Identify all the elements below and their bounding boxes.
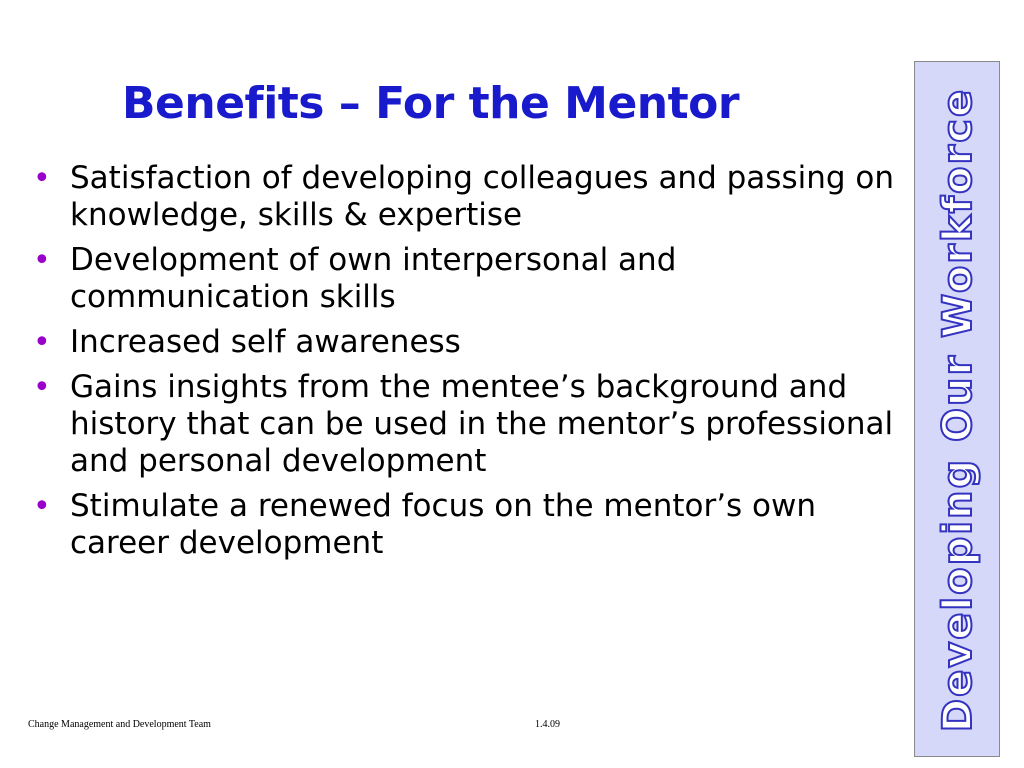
bullet-item: [30, 488, 900, 562]
bullet-icon: •: [33, 370, 51, 405]
bullet-text: Satisfaction of developing colleagues and passing on knowledge, skills & expertise: [70, 160, 894, 233]
bullet-icon: •: [33, 243, 51, 278]
bullet-icon: •: [33, 325, 51, 360]
bullet-item: [30, 160, 900, 234]
footer-team: Change Management and Development Team: [28, 719, 211, 730]
slide-title: Benefits – For the Mentor: [122, 78, 740, 129]
bullet-icon: •: [33, 489, 51, 524]
side-banner-text: Developing Our Workforce: [935, 87, 981, 733]
bullet-icon: •: [33, 161, 51, 196]
bullet-item: [30, 324, 900, 361]
footer-date: 1.4.09: [535, 719, 560, 730]
side-banner: [914, 61, 1000, 757]
bullet-text: Development of own interpersonal and communication skills: [70, 242, 677, 315]
bullet-item: [30, 242, 900, 316]
bullet-item: [30, 369, 900, 480]
bullet-text: Increased self awareness: [70, 324, 461, 360]
bullet-list: [30, 160, 900, 570]
bullet-text: Stimulate a renewed focus on the mentor’s own career development: [70, 488, 817, 561]
bullet-text: Gains insights from the mentee’s background and history that can be used in the mentor’s professional and personal development: [70, 369, 894, 479]
